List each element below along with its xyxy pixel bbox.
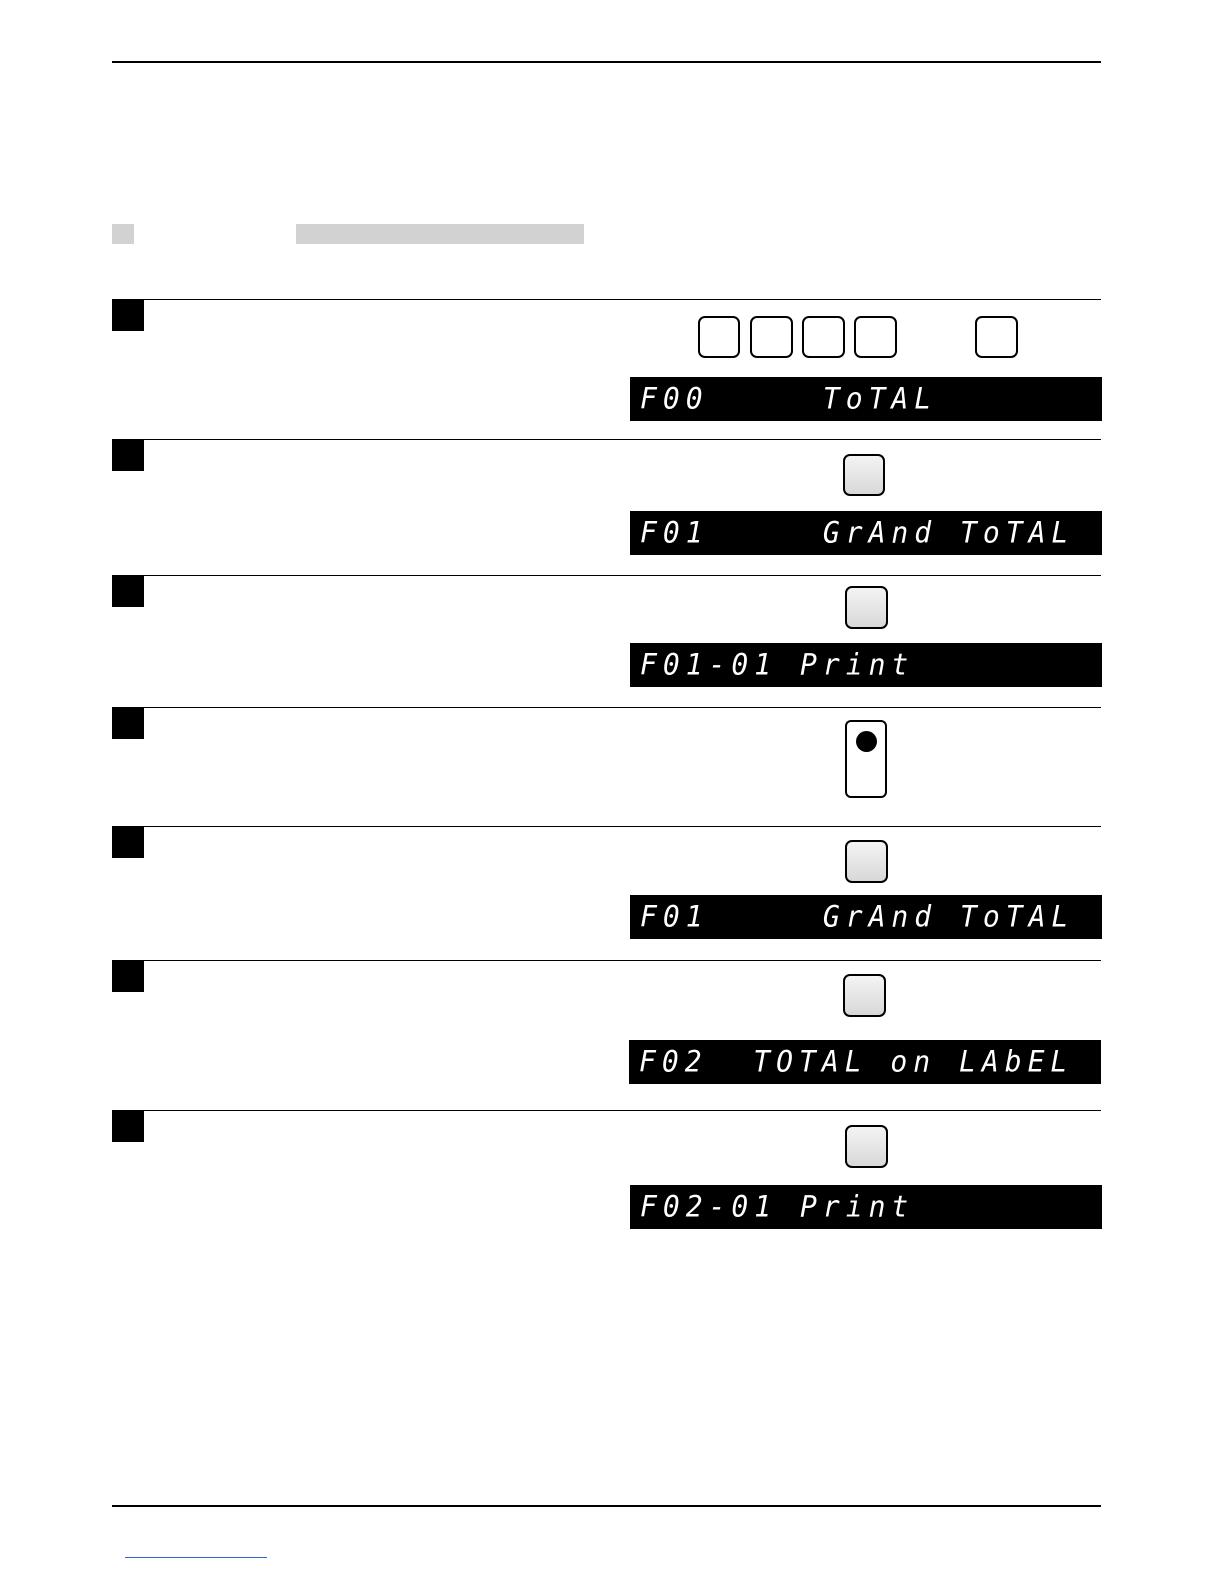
- step-number-marker: [112, 827, 144, 858]
- keypad-key[interactable]: [854, 316, 897, 358]
- function-key[interactable]: [843, 974, 886, 1017]
- step-4: [112, 707, 1101, 827]
- display-text: F01-01 Print: [640, 647, 915, 682]
- footer-rule: [112, 1505, 1101, 1507]
- section-marker-highlight: [112, 224, 134, 244]
- function-key[interactable]: [845, 840, 888, 883]
- header-rule: [112, 61, 1101, 63]
- function-key[interactable]: [843, 454, 885, 496]
- display-text: F01 GrAnd ToTAL: [640, 899, 1075, 934]
- step-number-marker: [112, 576, 144, 607]
- step-1: [112, 299, 1101, 440]
- keypad-key[interactable]: [802, 316, 845, 358]
- section-title-highlight: [296, 224, 584, 244]
- step-number-marker: [112, 1111, 144, 1142]
- display-text: F01 GrAnd ToTAL: [640, 515, 1075, 550]
- function-key[interactable]: [845, 586, 888, 629]
- step-number-marker: [112, 961, 144, 992]
- step-number-marker: [112, 440, 144, 471]
- display-text: F02 TOTAL on LAbEL: [639, 1044, 1074, 1079]
- lcd-display: [630, 377, 1102, 421]
- function-key[interactable]: [845, 1125, 888, 1168]
- enter-key[interactable]: [975, 316, 1018, 358]
- display-text: F02-01 Print: [640, 1189, 915, 1224]
- footer-link-underline[interactable]: [125, 1557, 267, 1558]
- display-text: F00 ToTAL: [640, 381, 938, 416]
- step-6: [112, 960, 1101, 1111]
- step-number-marker: [112, 708, 144, 739]
- step-5: [112, 826, 1101, 961]
- lcd-display: [630, 895, 1102, 939]
- lcd-display: [630, 511, 1102, 555]
- keypad-key[interactable]: [698, 316, 740, 358]
- keypad-key[interactable]: [750, 316, 793, 358]
- step-3: [112, 575, 1101, 708]
- print-dot-icon: [856, 731, 877, 752]
- step-2: [112, 439, 1101, 576]
- lcd-display: [630, 1185, 1102, 1229]
- step-7: [112, 1110, 1101, 1241]
- step-number-marker: [112, 300, 144, 331]
- print-key[interactable]: [845, 720, 887, 798]
- lcd-display: [629, 1040, 1101, 1084]
- lcd-display: [630, 643, 1102, 687]
